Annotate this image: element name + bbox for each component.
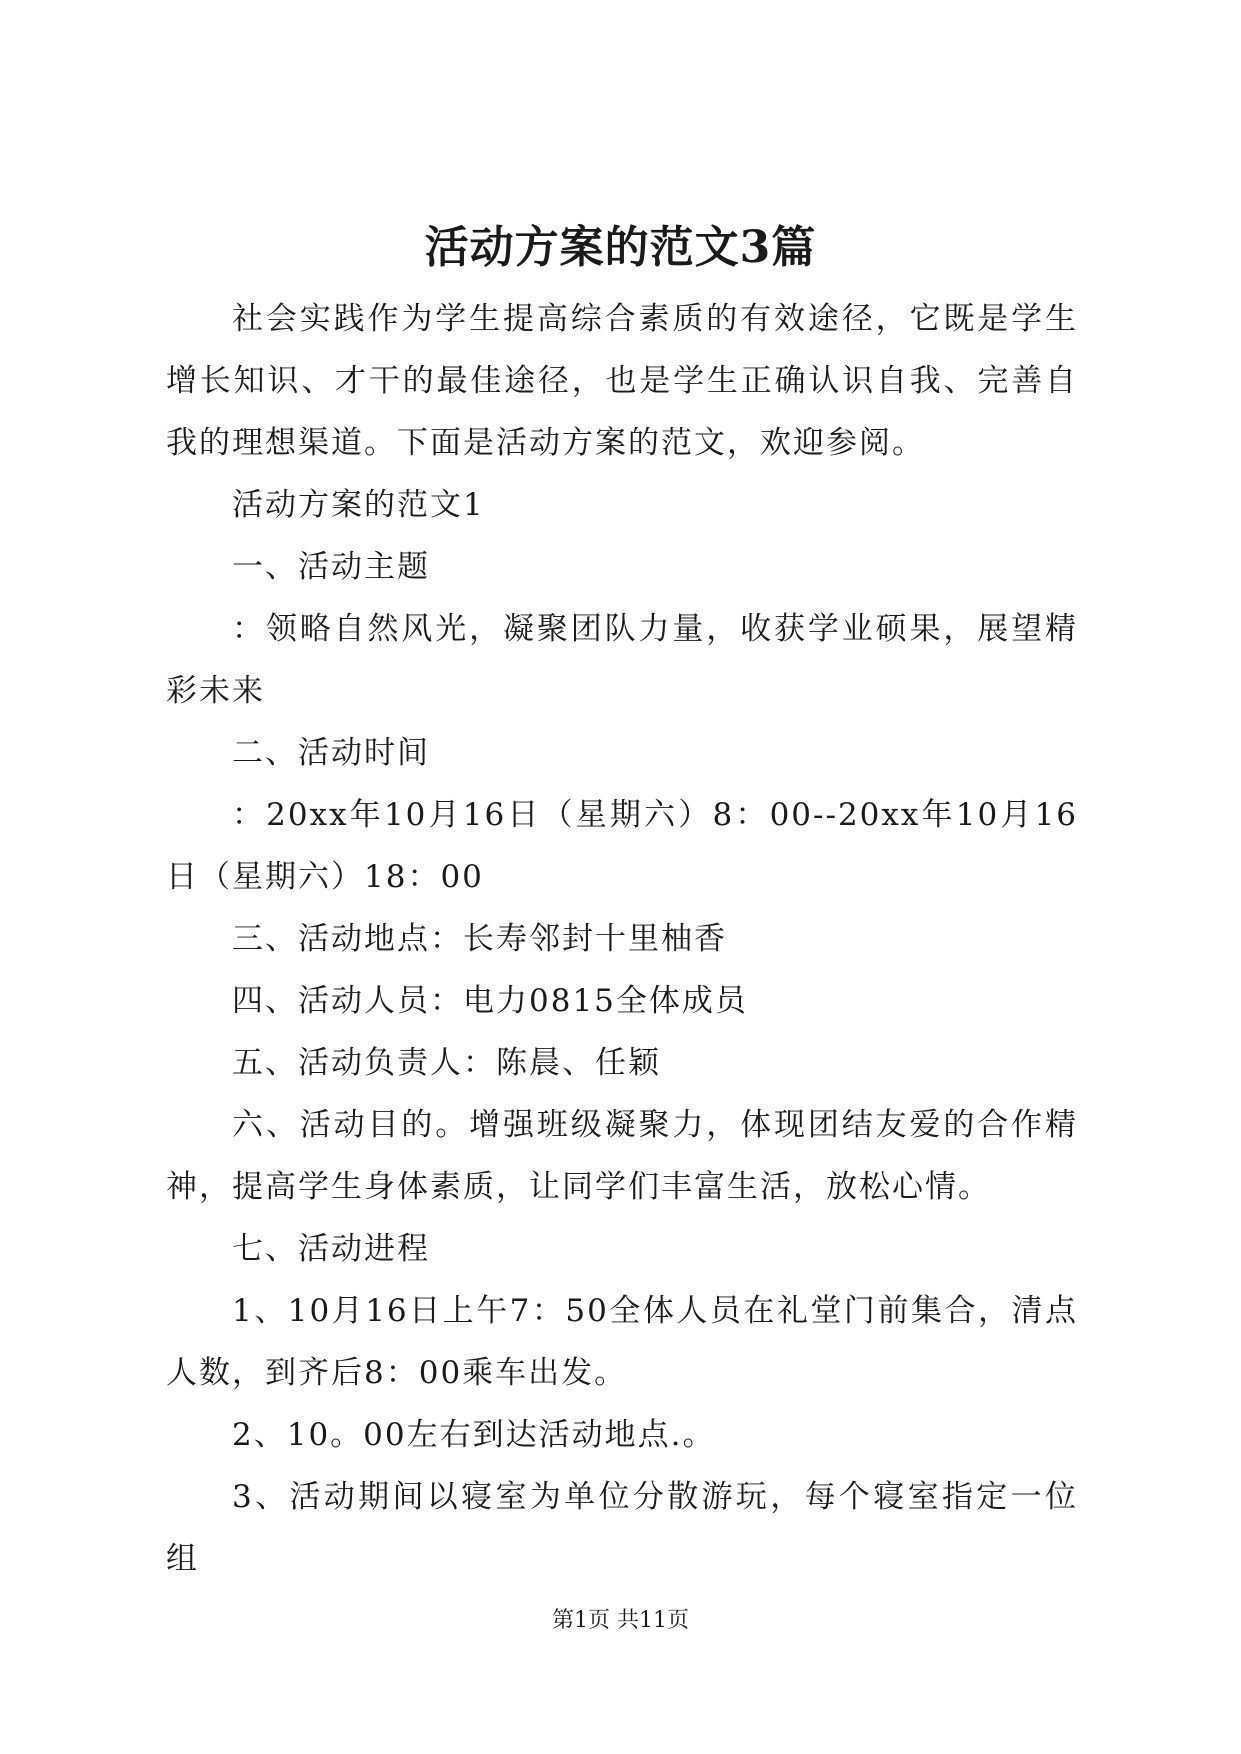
- document-title: 活动方案的范文3篇: [424, 222, 817, 273]
- process-step-2: 2、10。00左右到达活动地点.。: [232, 1417, 716, 1453]
- item-purpose: 六、活动目的。增强班级凝聚力，体现团结友爱的合作精神，提高学生身体素质，让同学们丰富生活，放松心情。: [166, 1107, 1078, 1205]
- item-heading-theme: 一、活动主题: [232, 549, 430, 585]
- page-number-footer: 第1页 共11页: [552, 1608, 689, 1633]
- item-text-theme: ：领略自然风光，凝聚团队力量，收获学业硕果，展望精彩未来: [166, 611, 1078, 709]
- document-body: [166, 288, 1078, 1590]
- item-leaders: 五、活动负责人：陈晨、任颖: [232, 1045, 661, 1081]
- paragraph-intro: 社会实践作为学生提高综合素质的有效途径，它既是学生增长知识、才干的最佳途径，也是学生正确认识自我、完善自我的理想渠道。下面是活动方案的范文，欢迎参阅。: [166, 301, 1078, 461]
- process-step-3: 3、活动期间以寝室为单位分散游玩，每个寝室指定一位组: [166, 1479, 1078, 1577]
- process-step-1: 1、10月16日上午7：50全体人员在礼堂门前集合，清点人数，到齐后8：00乘车出发。: [166, 1293, 1078, 1391]
- item-text-time: ：20xx年10月16日（星期六）8：00--20xx年10月16日（星期六）18：00: [166, 797, 1078, 895]
- section-heading: 活动方案的范文1: [232, 487, 485, 523]
- item-heading-process: 七、活动进程: [232, 1231, 430, 1267]
- item-participants: 四、活动人员：电力0815全体成员: [232, 983, 748, 1019]
- item-location: 三、活动地点：长寿邻封十里柚香: [232, 921, 727, 957]
- item-heading-time: 二、活动时间: [232, 735, 430, 771]
